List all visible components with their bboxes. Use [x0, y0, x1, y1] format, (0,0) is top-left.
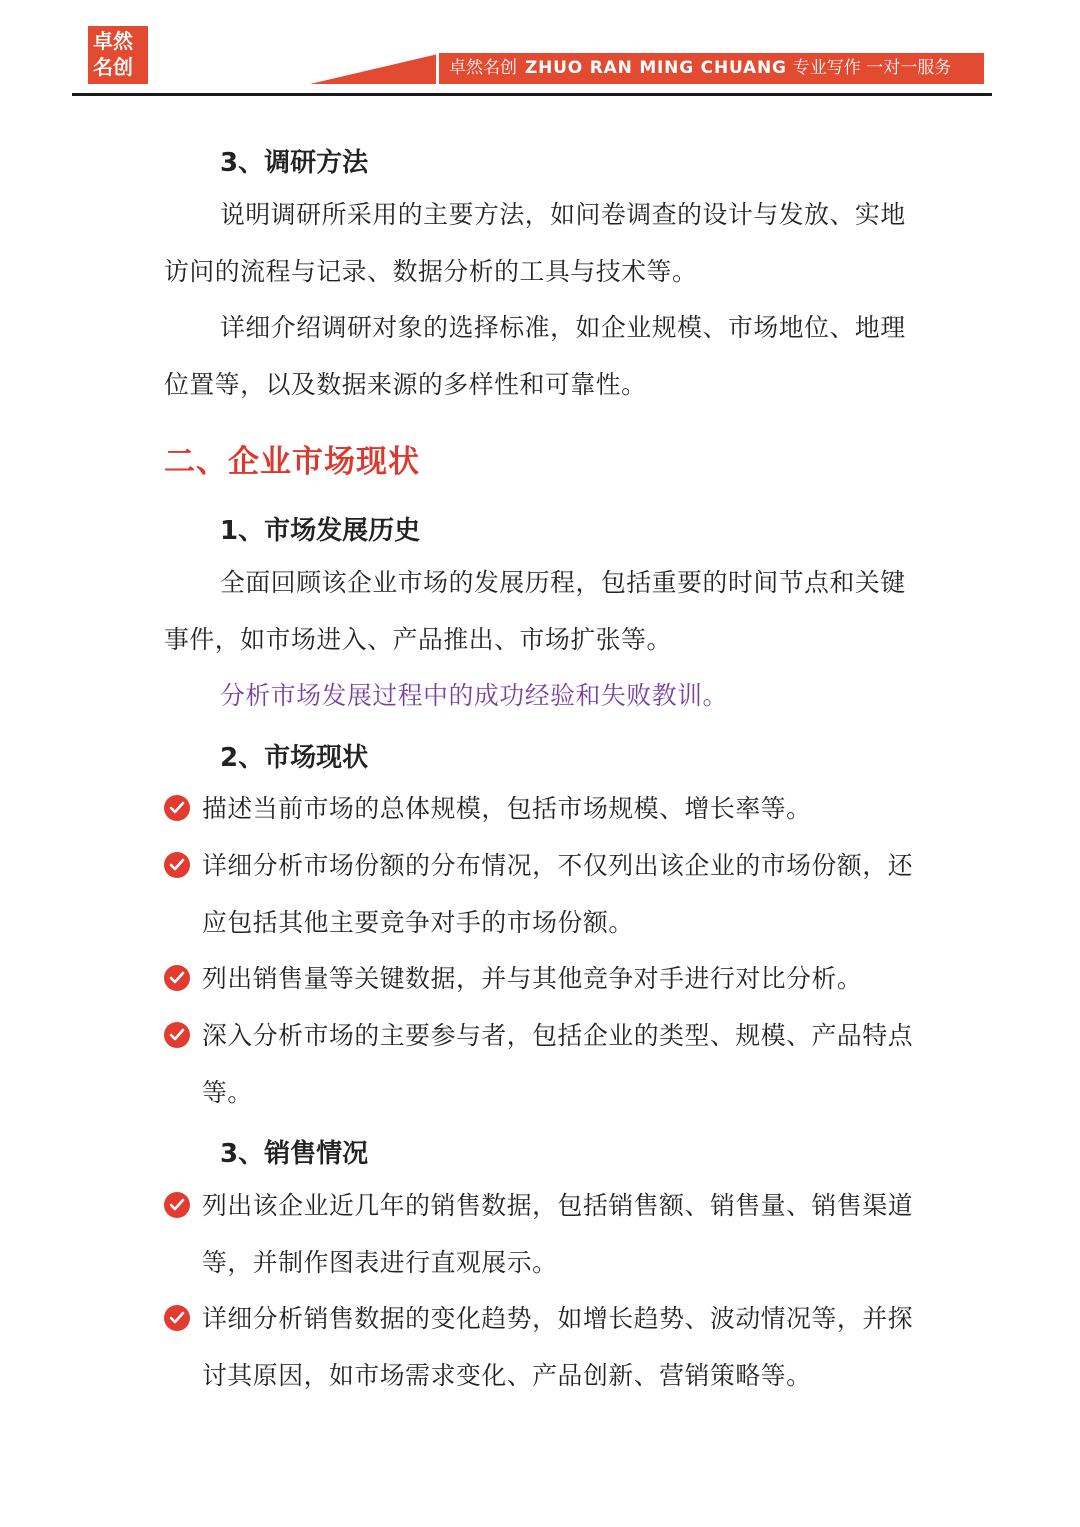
header-rule: [72, 93, 992, 96]
header-banner: [436, 53, 984, 84]
list-item-text: 详细分析销售数据的变化趋势，如增长趋势、波动情况等，并探讨其原因，如市场需求变化、产品创新、营销策略等。: [202, 1304, 914, 1390]
paragraph-method-1: 说明调研所采用的主要方法，如问卷调查的设计与发放、实地访问的流程与记录、数据分析的工具与技术等。: [164, 200, 906, 286]
list-item-text: 深入分析市场的主要参与者，包括企业的类型、规模、产品特点等。: [202, 1021, 914, 1107]
paragraph-history-1: 全面回顾该企业市场的发展历程，包括重要的时间节点和关键事件，如市场进入、产品推出、市场扩张等。: [164, 568, 906, 654]
check-circle-icon: [164, 795, 190, 821]
check-circle-icon: [164, 1022, 190, 1048]
list-item: [164, 951, 924, 1008]
banner-tail: 专业写作 一对一服务: [792, 58, 952, 78]
list-item: [164, 781, 924, 838]
banner-en: ZHUO RAN MING CHUANG: [525, 58, 787, 78]
section-heading-history: 1、市场发展历史: [220, 516, 421, 546]
logo-line1: 卓然: [93, 29, 133, 53]
paragraph-history-2: 分析市场发展过程中的成功经验和失败教训。: [220, 681, 728, 710]
banner-cn: 卓然名创: [449, 58, 517, 78]
list-item: [164, 1291, 924, 1404]
list-item-text: 列出销售量等关键数据，并与其他竞争对手进行对比分析。: [202, 964, 863, 993]
banner-wedge: [310, 54, 438, 84]
logo-line2: 名创: [93, 55, 133, 79]
chapter-heading: 二、企业市场现状: [164, 444, 420, 480]
list-item-text: 详细分析市场份额的分布情况，不仅列出该企业的市场份额，还应包括其他主要竞争对手的市场份额。: [202, 851, 914, 937]
list-item: [164, 838, 924, 951]
list-item: [164, 1178, 924, 1291]
list-item-text: 列出该企业近几年的销售数据，包括销售额、销售量、销售渠道等，并制作图表进行直观展示。: [202, 1191, 914, 1277]
check-circle-icon: [164, 965, 190, 991]
list-item-text: 描述当前市场的总体规模，包括市场规模、增长率等。: [202, 794, 812, 823]
section-heading-status: 2、市场现状: [220, 743, 369, 773]
section-heading-sales: 3、销售情况: [220, 1139, 369, 1169]
paragraph-method-2: 详细介绍调研对象的选择标准，如企业规模、市场地位、地理位置等，以及数据来源的多样性和可靠性。: [164, 313, 906, 399]
check-circle-icon: [164, 852, 190, 878]
check-circle-icon: [164, 1192, 190, 1218]
list-item: [164, 1008, 924, 1121]
section-heading-method: 3、调研方法: [220, 148, 369, 178]
brand-logo: [88, 26, 148, 84]
check-circle-icon: [164, 1305, 190, 1331]
